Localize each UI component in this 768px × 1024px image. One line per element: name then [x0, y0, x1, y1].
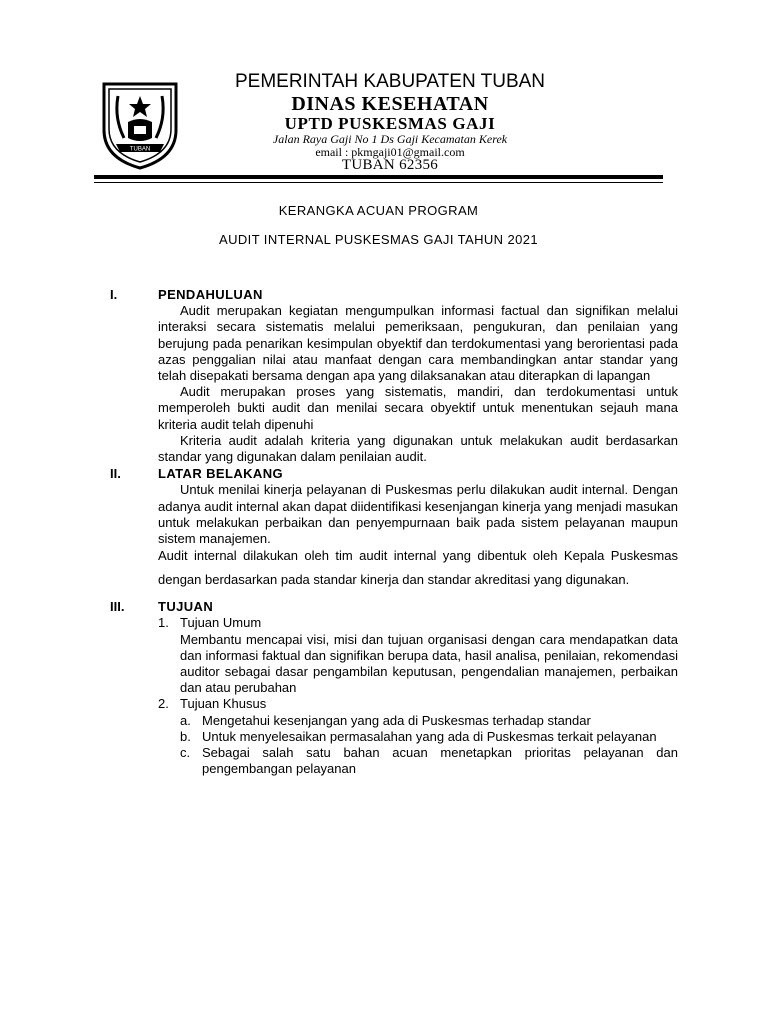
- section-number: III.: [110, 599, 125, 615]
- header-institution: UPTD PUSKESMAS GAJI: [284, 114, 496, 133]
- header-address: Jalan Raya Gaji No 1 Ds Gaji Kecamatan Kerek: [272, 132, 508, 146]
- paragraph: Audit internal dilakukan oleh tim audit internal yang dibentuk oleh Kepala Puskesmas dengan berdasarkan pada standar kinerja dan standar akreditasi yang digunakan.: [158, 548, 678, 588]
- header-city: TUBAN 62356: [341, 157, 439, 173]
- list-item-text: Membantu mencapai visi, misi dan tujuan organisasi dengan cara mendapatkan data dan informasi faktual dan signifikan berupa data, hasil analisa, penilaian, rekomendasi auditor sebagai dasar pengambilan keputusan, pengendalian manajemen, perbaikan dan atau perubahan: [180, 631, 678, 696]
- list-item-label: Tujuan Umum: [180, 615, 262, 631]
- section-pendahuluan: [110, 287, 678, 465]
- header-department: DINAS KESEHATAN: [291, 93, 489, 115]
- list-item: [158, 696, 678, 712]
- section-title: LATAR BELAKANG: [158, 466, 283, 482]
- letterhead-thin-rule: [94, 182, 663, 183]
- sub-list-text: Sebagai salah satu bahan acuan menetapkan prioritas pelayanan dan pengembangan pelayanan: [202, 745, 678, 777]
- document-title: KERANGKA ACUAN PROGRAM: [278, 203, 479, 218]
- paragraph: Audit merupakan kegiatan mengumpulkan informasi factual dan signifikan melalui interaksi secara sistematis melalui pemeriksaan, pengukuran, dan penilaian yang berujung pada penarikan kesimpulan obyektif dan terdokumentasi yang berorientasi pada azas penggalian nilai atau manfaat dengan cara membandingkan antar standar yang telah disepakati bersama dengan apa yang dilaksanakan atau diterapkan di lapangan: [158, 303, 678, 384]
- paragraph: Audit merupakan proses yang sistematis, mandiri, dan terdokumentasi untuk memperoleh bukti audit dan menilai secara obyektif untuk menentukan sejauh mana kriteria audit telah dipenuhi: [158, 384, 678, 432]
- tuban-emblem-logo: [94, 78, 186, 170]
- logo-banner-text: TUBAN: [129, 146, 151, 153]
- section-latar-belakang: [110, 466, 678, 592]
- section-number: I.: [110, 287, 118, 302]
- document-body: [110, 287, 678, 778]
- sub-list-item: [180, 729, 678, 745]
- list-item: [158, 615, 678, 696]
- list-item-label: Tujuan Khusus: [180, 696, 267, 712]
- list-marker: b.: [180, 728, 191, 744]
- section-title: TUJUAN: [158, 599, 214, 615]
- letterhead-thick-rule: [94, 175, 663, 179]
- list-marker: 2.: [158, 696, 169, 712]
- header-government: PEMERINTAH KABUPATEN TUBAN: [234, 71, 546, 92]
- section-title: PENDAHULUAN: [158, 287, 263, 302]
- paragraph: Untuk menilai kinerja pelayanan di Puskesmas perlu dilakukan audit internal. Dengan adanya audit internal akan dapat diidentifikasi kesenjangan kinerja yang menjadi masukan untuk melakukan perbaikan dan penyempurnaan baik pada sistem pelayanan maupun sistem manajemen.: [158, 482, 678, 547]
- sub-list-text: Untuk menyelesaikan permasalahan yang ada di Puskesmas terkait pelayanan: [202, 728, 657, 744]
- section-tujuan: [110, 599, 678, 777]
- sub-list-item: [180, 713, 678, 729]
- section-number: II.: [110, 466, 121, 482]
- list-marker: 1.: [158, 615, 169, 631]
- paragraph: Kriteria audit adalah kriteria yang digunakan untuk melakukan audit berdasarkan standar yang digunakan dalam penilaian audit.: [158, 432, 678, 465]
- list-marker: c.: [180, 745, 191, 761]
- document-subtitle: AUDIT INTERNAL PUSKESMAS GAJI TAHUN 2021: [219, 232, 538, 247]
- sub-list-item: [180, 745, 678, 777]
- sub-list-text: Mengetahui kesenjangan yang ada di Puskesmas terhadap standar: [202, 712, 591, 728]
- header-email: email : pkmgaji01@gmail.com: [315, 145, 465, 159]
- list-marker: a.: [180, 712, 191, 728]
